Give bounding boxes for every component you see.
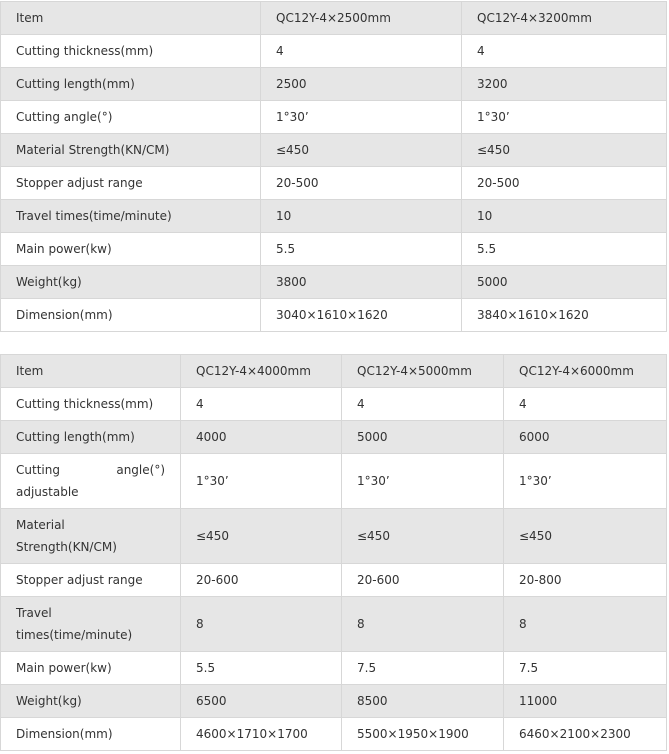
table-row [1,718,667,751]
cell-value: 10 [462,200,667,233]
cell-value: ≤450 [504,509,667,564]
table-row [1,509,667,564]
cell-value: 5.5 [462,233,667,266]
cell-value: 3840×1610×1620 [462,299,667,332]
row-label: Cutting thickness(mm) [1,388,181,421]
cell-value: 5000 [342,421,504,454]
table-header-row [1,355,667,388]
cell-value: 6500 [181,685,342,718]
row-label: Weight(kg) [1,266,261,299]
cell-value: 5.5 [261,233,462,266]
row-label: Travel times(time/minute) [1,597,181,652]
row-label: Stopper adjust range [1,167,261,200]
table-row [1,597,667,652]
cell-value: 8500 [342,685,504,718]
row-label: Cutting angle(°) [1,101,261,134]
row-label: Cutting angle(°) adjustable [1,454,181,509]
table-row [1,167,667,200]
cell-value: 1°30’ [504,454,667,509]
table-row [1,134,667,167]
cell-value: ≤450 [181,509,342,564]
cell-value: 1°30’ [342,454,504,509]
cell-value: 5000 [462,266,667,299]
cell-value: 7.5 [504,652,667,685]
table-row [1,233,667,266]
spec-table-4000-5000-6000 [0,354,667,751]
cell-value: 11000 [504,685,667,718]
row-label: Cutting thickness(mm) [1,35,261,68]
row-label: Material Strength(KN/CM) [1,134,261,167]
cell-value: 20-500 [261,167,462,200]
row-label: Main power(kw) [1,233,261,266]
cell-value: 5.5 [181,652,342,685]
cell-value: 8 [181,597,342,652]
row-label: Weight(kg) [1,685,181,718]
row-label: Main power(kw) [1,652,181,685]
cell-value: 1°30’ [261,101,462,134]
cell-value: 20-600 [181,564,342,597]
cell-value: ≤450 [462,134,667,167]
row-label: Cutting length(mm) [1,68,261,101]
table-row [1,200,667,233]
cell-value: 4 [261,35,462,68]
cell-value: 20-800 [504,564,667,597]
header-cell-model: QC12Y-4×3200mm [462,2,667,35]
header-cell-model: QC12Y-4×2500mm [261,2,462,35]
spec-table-2500-3200 [0,1,667,332]
table-row [1,564,667,597]
table-row [1,101,667,134]
cell-value: 3800 [261,266,462,299]
table-row [1,685,667,718]
cell-value: 7.5 [342,652,504,685]
cell-value: 2500 [261,68,462,101]
cell-value: 4 [181,388,342,421]
header-cell-model: QC12Y-4×4000mm [181,355,342,388]
cell-value: 4000 [181,421,342,454]
table-row [1,454,667,509]
cell-value: 10 [261,200,462,233]
row-label: Cutting length(mm) [1,421,181,454]
cell-value: 20-500 [462,167,667,200]
table-row [1,421,667,454]
cell-value: 1°30’ [181,454,342,509]
table-row [1,68,667,101]
row-label: Travel times(time/minute) [1,200,261,233]
cell-value: 20-600 [342,564,504,597]
cell-value: 5500×1950×1900 [342,718,504,751]
table-row [1,388,667,421]
cell-value: 8 [504,597,667,652]
cell-value: 8 [342,597,504,652]
cell-value: 6000 [504,421,667,454]
cell-value: 3040×1610×1620 [261,299,462,332]
cell-value: 3200 [462,68,667,101]
table-row [1,652,667,685]
row-label: Material Strength(KN/CM) [1,509,181,564]
header-cell-model: QC12Y-4×6000mm [504,355,667,388]
cell-value: 4 [342,388,504,421]
row-label: Dimension(mm) [1,718,181,751]
table-row [1,299,667,332]
cell-value: 4600×1710×1700 [181,718,342,751]
row-label: Dimension(mm) [1,299,261,332]
cell-value: 4 [504,388,667,421]
table-row [1,35,667,68]
table-row [1,266,667,299]
header-cell-item: Item [1,355,181,388]
cell-value: 1°30’ [462,101,667,134]
table-header-row [1,2,667,35]
cell-value: 4 [462,35,667,68]
cell-value: ≤450 [261,134,462,167]
header-cell-model: QC12Y-4×5000mm [342,355,504,388]
row-label: Stopper adjust range [1,564,181,597]
cell-value: 6460×2100×2300 [504,718,667,751]
cell-value: ≤450 [342,509,504,564]
header-cell-item: Item [1,2,261,35]
